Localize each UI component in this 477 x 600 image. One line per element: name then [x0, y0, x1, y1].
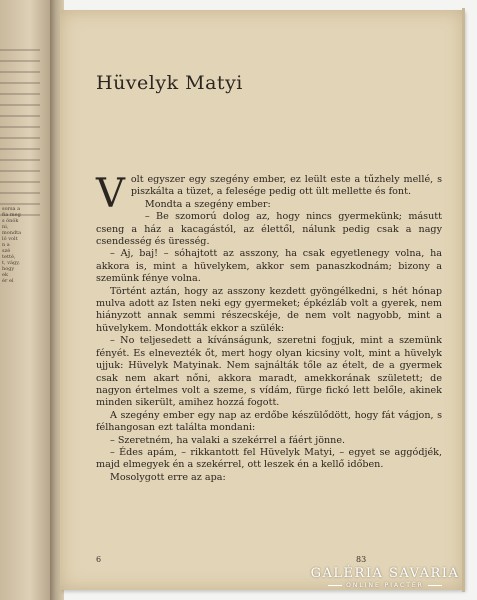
paragraph: – Szeretném, ha valaki a szekérrel a fáért jönne.	[110, 434, 346, 446]
paragraph: Mondta a szegény ember:	[144, 198, 271, 210]
paragraph: A szegény ember egy nap az erdőbe készülődött, hogy fát vágjon, s félhangosan ezt találta mondani:	[96, 409, 442, 434]
paragraph: – Be szomorú dolog az, hogy nincs gyermekünk; másutt cseng a ház a kacagástól, az élettől, nálunk pedig csak a nagy csendesség és üresség.	[96, 211, 442, 248]
page-number-right: 83	[356, 555, 367, 564]
drop-cap: V	[96, 171, 125, 217]
story-text	[96, 171, 442, 484]
paragraph-1: Volt egyszer egy szegény ember, ez leült este a tűzhely mellé, s piszkálta a tüzet, a felesége pedig ott ült mellette és font.	[96, 171, 442, 217]
watermark-title: GALÉRIA SAVARIA	[310, 566, 460, 581]
watermark-subtitle: ONLINE PIACTÉR	[300, 582, 470, 589]
left-page-snippets: sorsa a fia meg s önök ni, mondta ló volt n a szé tetté, t, vágy, hogy ek ér el	[2, 206, 22, 284]
left-page-text-block	[0, 40, 50, 225]
paragraph: – Aj, baj! – sóhajtott az asszony, ha csak egyetlenegy volna, ha akkora is, mint a hüvelykem, akkor sem panaszkodnám; bizony a szemünk fénye volna.	[96, 248, 442, 285]
watermark-logo	[300, 566, 470, 589]
paragraph: – No teljesedett a kívánságunk, szeretni fogjuk, mint a szemünk fényét. Es elnevezték őt, mert hogy olyan kicsiny volt, mint a hüvelyk ujjuk: Hüvelyk Matyinak. Nem sajnálták tőle az ételt, de a gyermek csak nem akart nőni, akkora maradt, amekkorának született; de nagyon értelmes volt a szeme, s vídám, fürge fickó lett belőle, akinek minden sikerült, amihez hozzá fogott.	[96, 335, 442, 409]
page-number-left: 6	[96, 555, 102, 564]
chapter-title: Hüvelyk Matyi	[96, 72, 243, 94]
book-page	[60, 10, 464, 590]
paragraph: Történt aztán, hogy az asszony kezdett gyöngélkedni, s hét hónap mulva adott az Isten neki egy gyermeket; épkézláb volt a gyerek, nem hiányzott annak semmi részecskéje, de nem volt nagyobb, mint a hüvelykem. Mondották ekkor a szülék:	[96, 285, 442, 334]
left-page-edge	[0, 0, 50, 600]
paragraph: Mosolygott erre az apa:	[110, 471, 226, 483]
page-edge	[462, 8, 465, 592]
paragraph: – Édes apám, – rikkantott fel Hüvelyk Matyi, – egyet se aggódjék, majd elmegyek én a szekérrel, ott leszek én a kellő időben.	[96, 446, 442, 471]
